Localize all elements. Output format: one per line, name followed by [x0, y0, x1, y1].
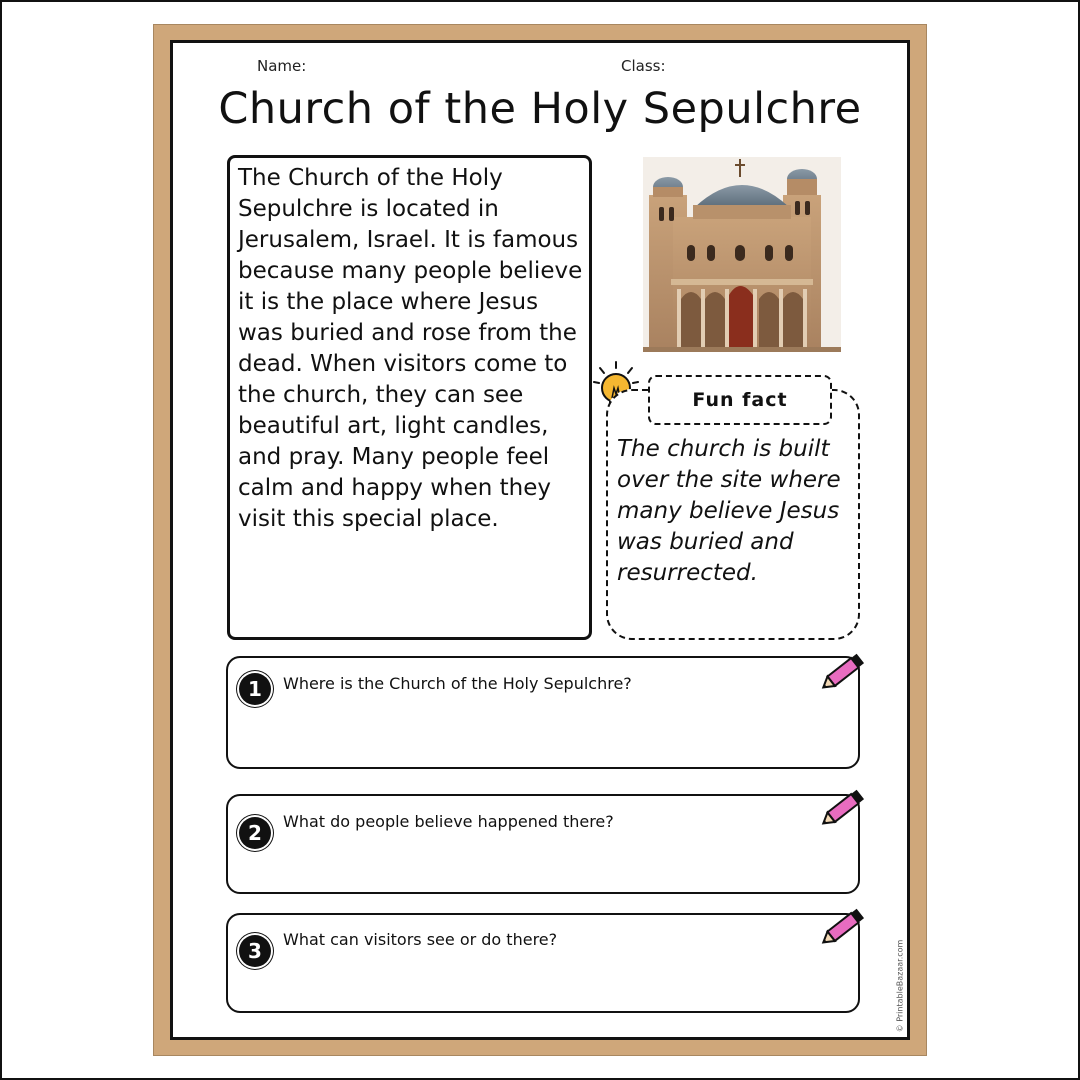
copyright-credit — [893, 936, 907, 1036]
question-number-1: 1 — [239, 673, 271, 705]
question-number-2: 2 — [239, 817, 271, 849]
copyright-text: © PrintableBazaar.com — [895, 939, 905, 1033]
pencil-icon — [818, 905, 868, 949]
pencil-icon — [818, 786, 868, 830]
question-number-3: 3 — [239, 935, 271, 967]
pencil-icon — [818, 650, 868, 694]
passage-text: The Church of the Holy Sepulchre is located in Jerusalem, Israel. It is famous because many people believe it is the place where Jesus was buried and rose from the dead. When visitors come to the church, they can see beautiful art, light candles, and pray. Many people feel calm and happy when they visit this special place. — [238, 165, 583, 532]
answer-box-1[interactable] — [226, 656, 860, 769]
church-illustration — [643, 157, 841, 352]
question-text-2: What do people believe happened there? — [283, 812, 614, 831]
question-text-3: What can visitors see or do there? — [283, 930, 558, 949]
name-label: Name: — [257, 57, 307, 75]
class-label: Class: — [621, 57, 666, 75]
page-title: Church of the Holy Sepulchre — [218, 84, 862, 134]
fun-fact-text: The church is built over the site where many believe Jesus was buried and resurrected. — [617, 436, 841, 586]
question-text-1: Where is the Church of the Holy Sepulchre? — [283, 674, 632, 693]
answer-box-2[interactable] — [226, 794, 860, 894]
answer-box-3[interactable] — [226, 913, 860, 1013]
fun-fact-heading: Fun fact — [648, 375, 832, 425]
